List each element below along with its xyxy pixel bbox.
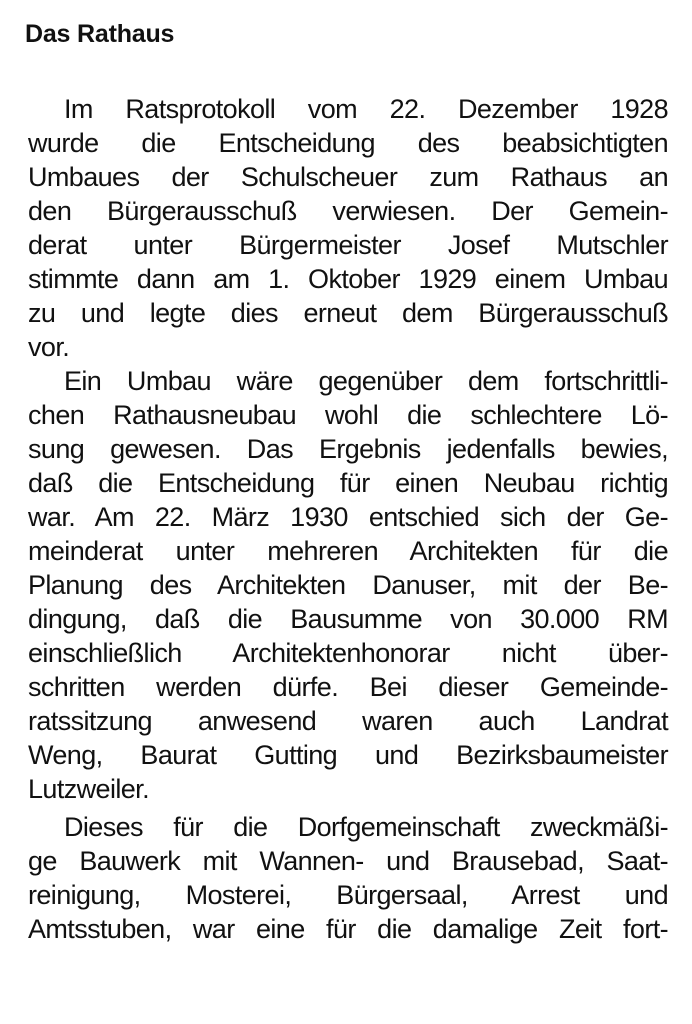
article-title: Das Rathaus [25,20,175,48]
text-line: chen Rathausneubau wohl die schlechtere Lö- [28,400,668,430]
text-line: wurde die Entscheidung des beabsichtigten [28,128,668,158]
text-line: sung gewesen. Das Ergebnis jedenfalls bewies, [28,434,668,464]
text-line: daß die Entscheidung für einen Neubau richtig [28,468,668,498]
text-line: Weng, Baurat Gutting und Bezirksbaumeister [28,740,668,770]
text-line: dingung, daß die Bausumme von 30.000 RM [28,604,668,634]
text-line: Umbaues der Schulscheuer zum Rathaus an [28,162,668,192]
text-line: ratssitzung anwesend waren auch Landrat [28,706,668,736]
text-line: den Bürgerausschuß verwiesen. Der Gemein- [28,196,668,226]
text-line: Planung des Architekten Danuser, mit der Be- [28,570,668,600]
text-line: Amtsstuben, war eine für die damalige Zeit fort- [28,914,668,944]
text-line: derat unter Bürgermeister Josef Mutschler [28,230,668,260]
text-line: zu und legte dies erneut dem Bürgerausschuß [28,298,668,328]
text-line: Ein Umbau wäre gegenüber dem fortschrittli- [64,366,668,396]
text-line: einschließlich Architektenhonorar nicht über- [28,638,668,668]
text-line: reinigung, Mosterei, Bürgersaal, Arrest und [28,880,668,910]
text-line: Im Ratsprotokoll vom 22. Dezember 1928 [64,94,668,124]
text-line: vor. [28,332,70,362]
text-line: meinderat unter mehreren Architekten für die [28,536,668,566]
text-line: schritten werden dürfe. Bei dieser Gemeinde- [28,672,668,702]
text-line: ge Bauwerk mit Wannen- und Brausebad, Saat- [28,846,668,876]
text-line: Dieses für die Dorfgemeinschaft zweckmäßi- [64,812,668,842]
text-line: war. Am 22. März 1930 entschied sich der Ge- [28,502,668,532]
text-line: stimmte dann am 1. Oktober 1929 einem Umbau [28,264,668,294]
text-line: Lutzweiler. [28,774,149,804]
